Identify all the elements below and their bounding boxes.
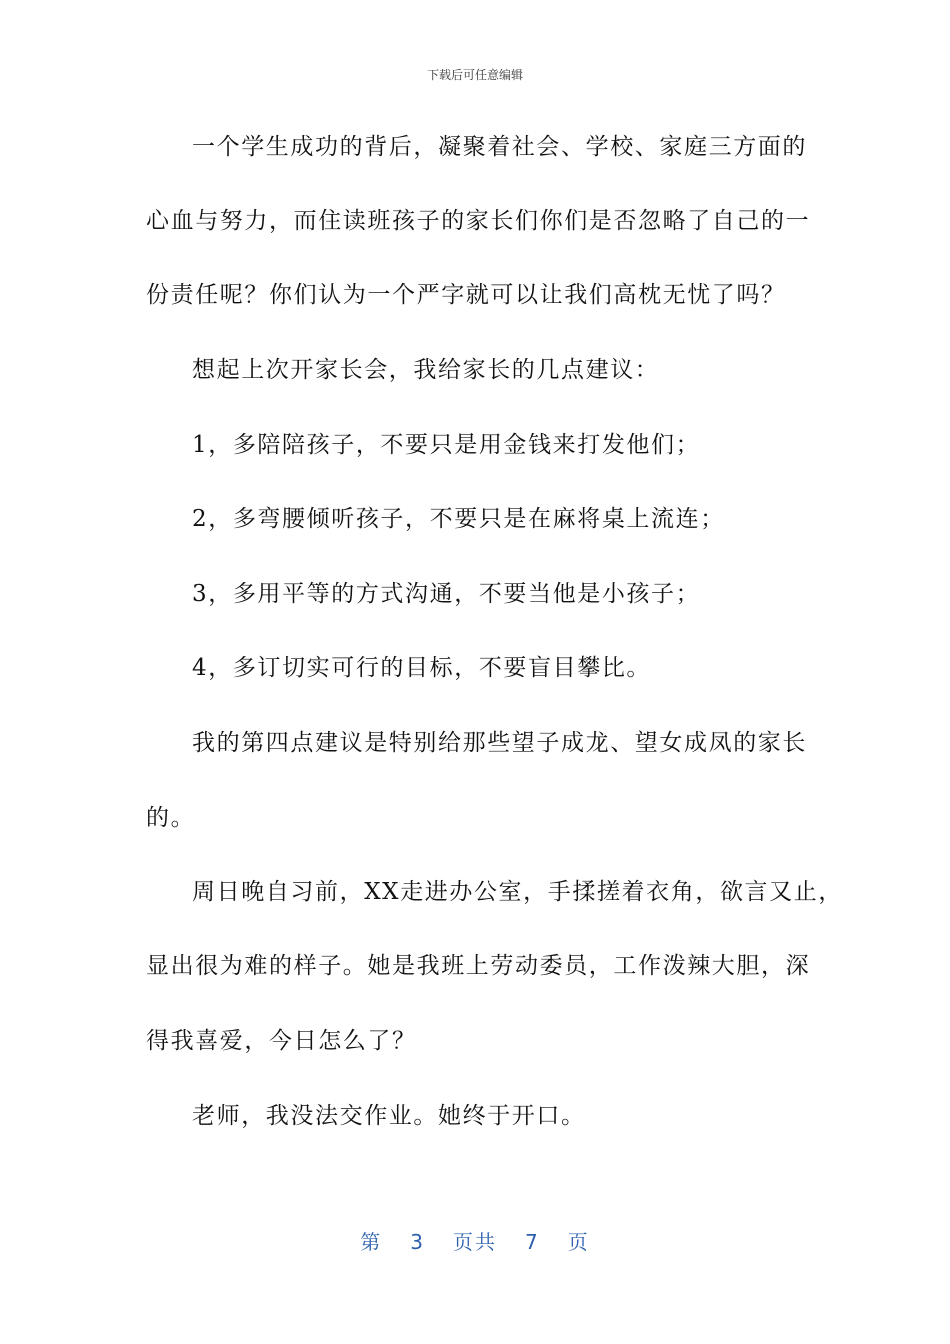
page-label-suffix: 页 [567, 1230, 590, 1254]
current-page-number: 3 [410, 1230, 425, 1254]
list-item: 3，多用平等的方式沟通，不要当他是小孩子； [192, 581, 701, 607]
paragraph-line: 周日晚自习前，XX走进办公室，手揉搓着衣角，欲言又止， [192, 879, 843, 905]
list-item: 1，多陪陪孩子，不要只是用金钱来打发他们； [192, 432, 701, 458]
paragraph-line: 得我喜爱，今日怎么了？ [146, 1028, 417, 1054]
paragraph-line: 我的第四点建议是特别给那些望子成龙、望女成凤的家长 [192, 730, 807, 756]
list-item: 4，多订切实可行的目标，不要盲目攀比。 [192, 655, 652, 681]
paragraph-line: 显出很为难的样子。她是我班上劳动委员，工作泼辣大胆，深 [146, 953, 811, 979]
page-header: 下载后可任意编辑 [426, 68, 523, 82]
page-label-prefix: 第 [360, 1230, 383, 1254]
paragraph-line: 心血与努力，而住读班孩子的家长们你们是否忽略了自己的一 [146, 208, 811, 234]
paragraph-line: 老师，我没法交作业。她终于开口。 [192, 1103, 586, 1129]
paragraph-line: 的。 [146, 805, 196, 831]
page-label-middle: 页共 [453, 1230, 497, 1254]
list-item: 2，多弯腰倾听孩子，不要只是在麻将桌上流连； [192, 506, 725, 532]
total-page-number: 7 [525, 1230, 540, 1254]
paragraph-line: 一个学生成功的背后，凝聚着社会、学校、家庭三方面的 [192, 134, 807, 160]
page-footer [0, 1226, 950, 1255]
paragraph-line: 想起上次开家长会，我给家长的几点建议： [192, 357, 660, 383]
paragraph-line: 份责任呢？你们认为一个严字就可以让我们高枕无忧了吗？ [146, 282, 786, 308]
